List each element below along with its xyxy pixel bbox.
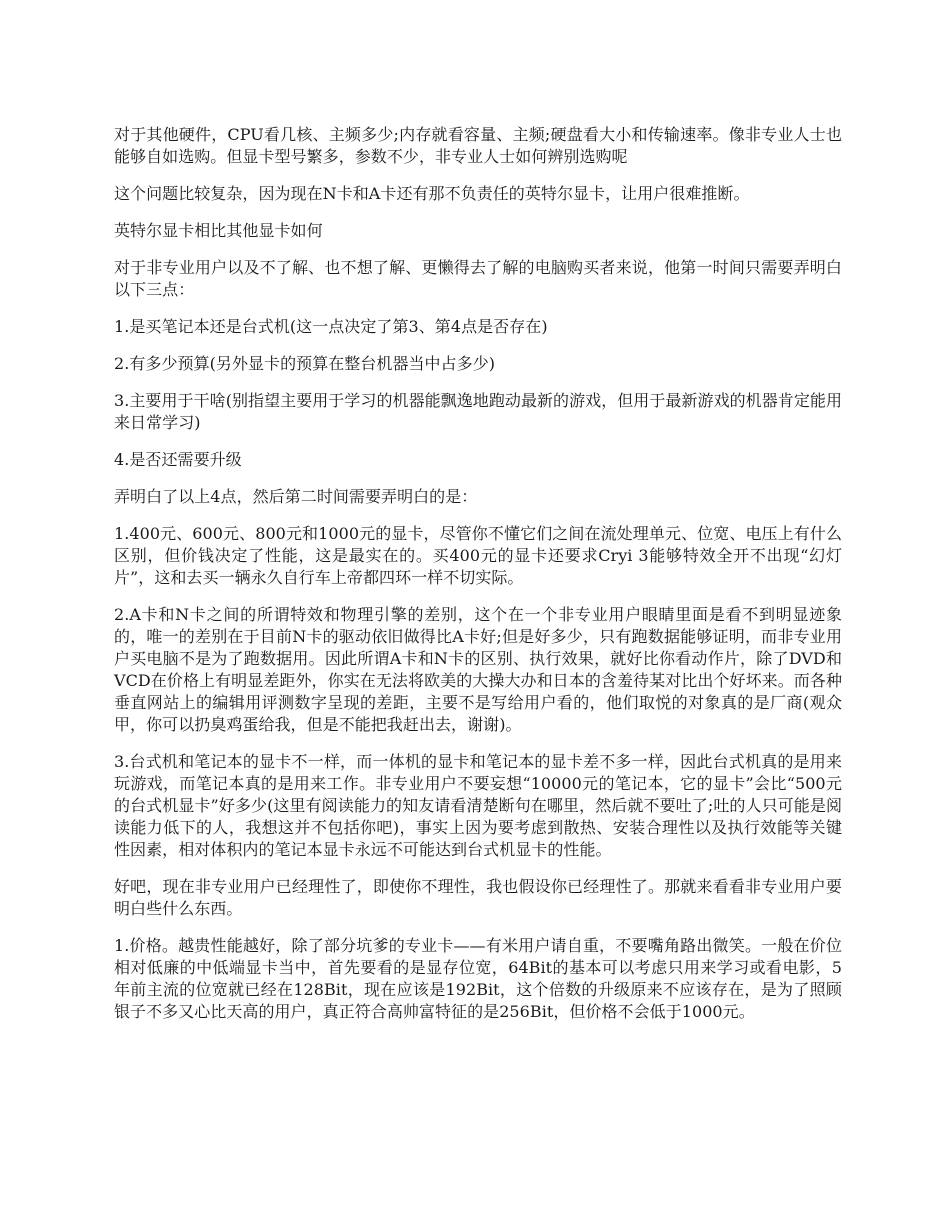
paragraph-rational: 好吧，现在非专业用户已经理性了，即使你不理性，我也假设你已经理性了。那就来看看非专业用户要明白些什么东西。 [114, 877, 842, 918]
list-item-price-bitwidth: 1.价格。越贵性能越好，除了部分坑爹的专业卡——有米用户请自重，不要嘴角路出微笑。一般在价位相对低廉的中低端显卡当中，首先要看的是显存位宽，64Bit的基本可以考虑只用来学习或看电影，5年前主流的位宽就已经在128Bit，现在应该是192Bit，这个倍数的升级原来不应该存在，是为了照顾银子不多又心比天高的用户，真正符合高帅富特征的是256Bit，但价格不会低于1000元。 [114, 936, 842, 1021]
paragraph-problem: 这个问题比较复杂，因为现在N卡和A卡还有那不负责任的英特尔显卡，让用户很难推断。 [114, 184, 750, 203]
paragraph-second: 弄明白了以上4点，然后第二时间需要弄明白的是： [114, 487, 478, 506]
list-item-1: 1.是买笔记本还是台式机(这一点决定了第3、第4点是否存在) [114, 317, 548, 336]
list-item-3: 3.主要用于干啥(别指望主要用于学习的机器能飘逸地跑动最新的游戏，但用于最新游戏的机器肯定能用来日常学习) [114, 391, 842, 432]
document-body [114, 124, 842, 1038]
list-item-a-n-card: 2.A卡和N卡之间的所谓特效和物理引擎的差别，这个在一个非专业用户眼睛里面是看不到明显迹象的，唯一的差别在于目前N卡的驱动依旧做得比A卡好;但是好多少，只有跑数据能够证明，而非专业用户买电脑不是为了跑数据用。因此所谓A卡和N卡的区别、执行效果，就好比你看动作片，除了DVD和VCD在价格上有明显差距外，你实在无法将欧美的大操大办和日本的含羞待某对比出个好坏来。而各种垂直网站上的编辑用评测数字呈现的差距，主要不是写给用户看的，他们取悦的对象真的是厂商(观众甲，你可以扔臭鸡蛋给我，但是不能把我赶出去，谢谢)。 [114, 605, 842, 734]
list-item-2: 2.有多少预算(另外显卡的预算在整台机器当中占多少) [114, 354, 496, 373]
list-item-4: 4.是否还需要升级 [114, 450, 242, 469]
paragraph-three-points: 对于非专业用户以及不了解、也不想了解、更懒得去了解的电脑购买者来说，他第一时间只需要弄明白以下三点： [114, 258, 842, 299]
list-item-price: 1.400元、600元、800元和1000元的显卡，尽管你不懂它们之间在流处理单元、位宽、电压上有什么区别，但价钱决定了性能，这是最实在的。买400元的显卡还要求Cryi 3能够特效全开不出现“幻灯片”，这和去买一辆永久自行车上帝都四环一样不切实际。 [114, 524, 842, 587]
list-item-desktop-laptop: 3.台式机和笔记本的显卡不一样，而一体机的显卡和笔记本的显卡差不多一样，因此台式机真的是用来玩游戏，而笔记本真的是用来工作。非专业用户不要妄想“10000元的笔记本，它的显卡”会比“500元的台式机显卡”好多少(这里有阅读能力的知友请看清楚断句在哪里，然后就不要吐了;吐的人只可能是阅读能力低下的人，我想这并不包括你吧)，事实上因为要考虑到散热、安装合理性以及执行效能等关键性因素，相对体积内的笔记本显卡永远不可能达到台式机显卡的性能。 [114, 752, 842, 859]
paragraph-intro: 对于其他硬件，CPU看几核、主频多少;内存就看容量、主频;硬盘看大小和传输速率。像非专业人士也能够自如选购。但显卡型号繁多，参数不少，非专业人士如何辨别选购呢 [114, 125, 842, 166]
paragraph-heading: 英特尔显卡相比其他显卡如何 [114, 221, 323, 240]
